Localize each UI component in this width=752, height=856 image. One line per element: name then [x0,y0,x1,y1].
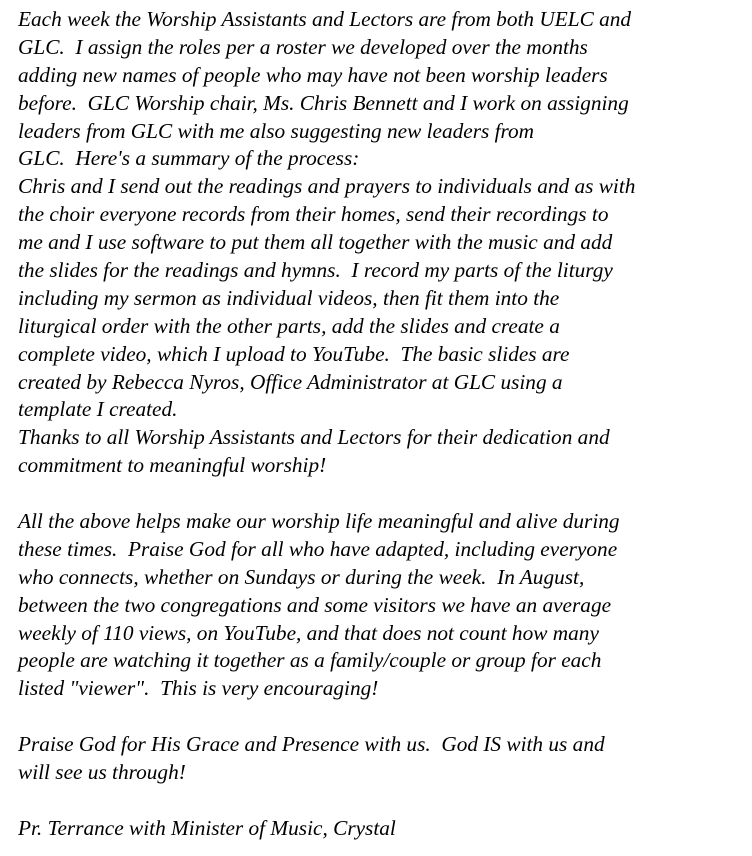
text-line: including my sermon as individual videos, then fit them into the [18,285,560,310]
text-line: the slides for the readings and hymns. I record my parts of the liturgy [18,258,613,283]
paragraph-praise [18,731,748,787]
text-line: created by Rebecca Nyros, Office Administrator at GLC using a [18,369,563,394]
paragraph-process [18,173,748,424]
text-line: these times. Praise God for all who have adapted, including everyone [18,536,618,561]
text-line: will see us through! [18,760,186,785]
text-line: between the two congregations and some visitors we have an average [18,592,612,617]
paragraph-spacer [18,703,748,731]
text-line: Praise God for His Grace and Presence with us. God IS with us and [18,732,605,757]
text-line: Each week the Worship Assistants and Lectors are from both UELC and [18,7,632,31]
text-line: leaders from GLC with me also suggesting new leaders from [18,118,535,143]
text-line: complete video, which I upload to YouTube. The basic slides are [18,341,570,366]
paragraph-spacer [18,480,748,508]
paragraph-roster [18,6,748,173]
text-line: weekly of 110 views, on YouTube, and that does not count how many [18,620,599,645]
text-line: All the above helps make our worship life meaningful and alive during [18,509,620,534]
text-line: listed "viewer". This is very encouraging! [18,676,379,701]
document-body [18,6,748,843]
text-line: Chris and I send out the readings and prayers to individuals and as with [18,174,636,199]
paragraph-summary [18,508,748,703]
text-line: the choir everyone records from their homes, send their recordings to [18,202,609,227]
text-line: GLC. Here's a summary of the process: [18,146,360,171]
text-line: me and I use software to put them all together with the music and add [18,230,613,255]
text-line: adding new names of people who may have not been worship leaders [18,62,608,87]
text-line: before. GLC Worship chair, Ms. Chris Bennett and I work on assigning [18,90,629,115]
paragraph-thanks [18,424,748,480]
text-line: people are watching it together as a family/couple or group for each [18,648,602,673]
paragraph-spacer [18,787,748,815]
text-line: commitment to meaningful worship! [18,453,327,478]
text-line: who connects, whether on Sundays or during the week. In August, [18,564,585,589]
text-line: GLC. I assign the roles per a roster we developed over the months [18,34,588,59]
signature-line: Pr. Terrance with Minister of Music, Crystal [18,815,396,840]
text-line: liturgical order with the other parts, add the slides and create a [18,313,560,338]
text-line: template I created. [18,397,178,422]
text-line: Thanks to all Worship Assistants and Lectors for their dedication and [18,425,610,450]
